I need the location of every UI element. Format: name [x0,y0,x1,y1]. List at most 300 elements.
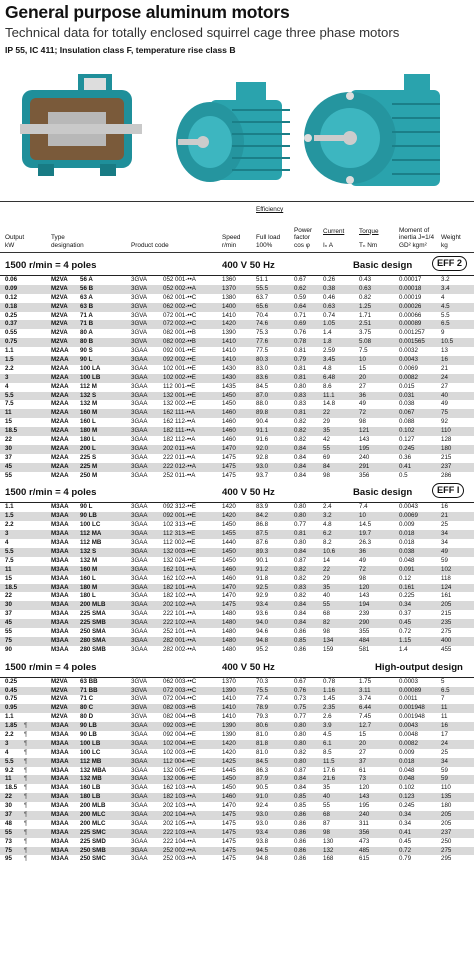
table-cell: 80 A [80,329,93,337]
table-cell: 7.5 [5,556,14,564]
table-cell: 84.5 [256,757,269,765]
table-cell: 92.9 [256,592,269,600]
table-cell: 182 101-••A [163,583,196,591]
table-cell: 160 M [80,565,98,573]
table-cell: 082 001-••B [163,329,196,337]
table-cell: 10.6 [323,547,336,555]
table-cell: 1410 [222,311,236,319]
table-cell: 16 [441,503,448,511]
table-cell: 082 004-••B [163,713,196,721]
table-cell: 0.38 [323,284,336,292]
table-cell: 6.2 [323,530,332,538]
table-cell: M2VA [51,293,68,301]
table-cell: 92.4 [256,802,269,810]
table-cell: 0.25 [5,311,18,319]
col-torque: Torque [359,227,379,235]
table-cell: 81.8 [256,739,269,747]
table-cell: 0.161 [399,583,415,591]
table-cell: 0.0043 [399,503,418,511]
table-cell: 1410 [222,695,236,703]
table-cell: ¶ [24,757,28,765]
table-cell: 3GAA [131,556,148,564]
table-cell: 59 [441,775,448,783]
table-cell: 63 A [80,293,93,301]
table-row [0,409,474,418]
table-row [0,687,474,696]
table-cell: M2AA [51,356,69,364]
col-product: Product code [131,241,169,249]
table-cell: 9.2 [5,766,14,774]
table-cell: 0.86 [294,645,307,653]
table-cell: 1480 [222,610,236,618]
table-cell: 132 006-••E [163,775,196,783]
table-cell: 8.2 [323,539,332,547]
table-cell: 10.5 [441,338,454,346]
table-cell: 92 [441,418,448,426]
table-cell: 1400 [222,302,236,310]
table-cell: 3GAA [131,784,148,792]
table-cell: 35 [323,583,330,591]
table-cell: 71 BB [80,686,98,694]
table-cell: 0.84 [294,471,307,479]
table-cell: 0.80 [294,739,307,747]
table-cell: 202 103-••A [163,802,196,810]
table-cell: M3AA [51,722,69,730]
table-cell: 1450 [222,521,236,529]
table-cell: 93.0 [256,810,269,818]
table-cell: 112 313-••E [163,530,196,538]
table-row [0,338,474,347]
table-cell: M2AA [51,436,69,444]
table-cell: 0.048 [399,556,415,564]
table-cell: 3GAA [131,547,148,555]
table-cell: 1410 [222,356,236,364]
table-cell: 0.00018 [399,284,422,292]
table-cell: 0.102 [399,427,415,435]
flange-motor-image [304,74,440,186]
section-design: Basic design [353,487,413,499]
table-row [0,740,474,749]
table-cell: 222 012-••A [163,462,196,470]
table-cell: ¶ [24,846,28,854]
table-cell: 581 [359,645,370,653]
table-cell: 290 [359,619,370,627]
table-cell: 1430 [222,373,236,381]
table-cell: 4 [441,293,445,301]
col-output: Output kW [5,234,25,249]
table-cell: 132 M [80,556,98,564]
table-cell: 93.8 [256,837,269,845]
table-cell: 3.2 [323,512,332,520]
table-cell: 3.45 [323,356,336,364]
table-cell: 1.1 [5,713,14,721]
table-cell: 222 101-••A [163,610,196,618]
table-cell: 0.245 [399,444,415,452]
table-cell: 77.5 [256,347,269,355]
table-cell: 2.51 [359,320,372,328]
table-cell: 225 M [80,462,98,470]
table-cell: 0.048 [399,775,415,783]
table-cell: 1410 [222,713,236,721]
table-cell: 0.0048 [399,730,418,738]
table-cell: 27 [359,382,366,390]
table-row [0,775,474,784]
table-cell: 222 102-••A [163,619,196,627]
table-row [0,637,474,646]
table-cell: M3AA [51,592,69,600]
table-row [0,584,474,593]
table-cell: 0.63 [323,302,336,310]
table-cell: 11.5 [323,757,335,765]
table-cell: 3GVA [131,302,148,310]
table-cell: 0.001257 [399,329,425,337]
table-cell: 102 002-••E [163,373,196,381]
table-cell: 0.87 [294,556,307,564]
table-cell: 80.3 [256,356,269,364]
table-cell: 112 MB [80,757,102,765]
table-row [0,793,474,802]
table-cell: 180 L [80,436,96,444]
table-cell: 3GVA [131,704,148,712]
table-cell: 162 102-••A [163,574,196,582]
col-speed: Speed r/min [222,234,241,249]
table-cell: 98 [323,828,330,836]
table-cell: 3GAA [131,722,148,730]
table-cell: 200 MLB [80,601,106,609]
table-cell: 1435 [222,382,236,390]
table-cell: 202 102-••A [163,601,196,609]
table-cell: 69 [323,453,330,461]
table-cell: 89.3 [256,547,269,555]
table-cell: 15 [359,730,366,738]
table-cell: 93.6 [256,610,269,618]
table-cell: ¶ [24,810,28,818]
table-cell: 1480 [222,627,236,635]
table-cell: 3GAA [131,574,148,582]
table-cell: 0.067 [399,409,415,417]
table-cell: 98 [323,471,330,479]
table-cell: 3GVA [131,686,148,694]
table-cell: 94.0 [256,619,269,627]
table-cell: 0.77 [294,521,307,529]
table-cell: 11 [5,565,12,573]
table-cell: 71 C [80,695,94,703]
table-cell: M3AA [51,810,69,818]
table-cell: 092 003-••E [163,722,196,730]
table-cell: 0.82 [294,574,307,582]
table-cell: 0.088 [399,418,415,426]
table-cell: 3GAA [131,610,148,618]
table-cell: 84 [323,462,330,470]
table-cell: 0.038 [399,547,415,555]
table-cell: 0.41 [399,462,412,470]
table-cell: 1.4 [323,329,332,337]
table-cell: 90 LB [80,730,97,738]
table-cell: 222 011-••A [163,453,196,461]
table-row [0,592,474,601]
table-cell: 132 S [80,547,97,555]
table-cell: 59 [441,556,448,564]
table-cell: 132 001-••E [163,391,196,399]
table-cell: 1410 [222,704,236,712]
table-cell: 18.5 [5,583,18,591]
table-cell: 162 111-••A [163,409,195,417]
table-cell: 0.86 [294,837,307,845]
table-cell: 80 C [80,704,94,712]
table-cell: 162 101-••A [163,565,196,573]
table-cell: 87.5 [256,530,269,538]
spec-line: IP 55, IC 411; Insulation class F, temperature rise class B [5,45,236,55]
table-cell: 0.048 [399,766,415,774]
table-row [0,704,474,713]
table-cell: 0.015 [399,382,415,390]
table-cell: 61 [359,766,366,774]
table-cell: M3AA [51,757,69,765]
table-cell: 55 [5,627,12,635]
table-cell: 12.7 [359,722,372,730]
table-cell: 18.5 [5,427,18,435]
table-cell: 222 104-••A [163,837,196,845]
table-cell: 19.7 [359,530,372,538]
table-cell: 160 M [80,409,98,417]
table-cell: M2VA [51,686,68,694]
table-row [0,303,474,312]
table-cell: 100 LB [80,373,101,381]
table-cell: 128 [441,436,452,444]
col-eff-full: Full load 100% [256,234,281,249]
table-cell: 7.5 [5,400,14,408]
table-cell: M3AA [51,610,69,618]
table-cell: 215 [441,610,452,618]
table-cell: 161 [441,592,452,600]
table-cell: 1475 [222,601,236,609]
col-type: Type designation [51,234,84,249]
table-cell: 1390 [222,730,236,738]
table-cell: 0.0011 [399,695,418,703]
table-cell: 215 [441,453,452,461]
table-cell: 34 [441,530,448,538]
table-cell: 225 SMA [80,610,106,618]
table-cell: M2AA [51,400,69,408]
table-cell: 11 [5,409,12,417]
table-cell: 63 B [80,302,94,310]
table-cell: 84.5 [256,382,269,390]
efficiency-badge: EFF 2 [432,256,467,271]
table-cell: 90 L [80,356,93,364]
table-cell: M3AA [51,539,69,547]
table-cell: 160 L [80,418,96,426]
table-row [0,512,474,521]
table-cell: 3GVA [131,293,148,301]
table-cell: 3GAA [131,453,148,461]
table-cell: 0.0003 [399,677,418,685]
table-cell: 3.11 [359,686,371,694]
table-cell: 3GAA [131,739,148,747]
table-cell: M3AA [51,730,69,738]
table-cell: 0.80 [294,382,307,390]
table-cell: M3AA [51,627,69,635]
table-cell: 87.9 [256,775,269,783]
table-cell: 22 [323,409,330,417]
table-cell: 0.79 [294,356,307,364]
table-cell: 0.73 [294,695,307,703]
table-cell: 55 [323,444,330,452]
table-cell: 3.4 [441,284,450,292]
table-cell: 93.0 [256,819,269,827]
table-cell: M3AA [51,512,69,520]
table-cell: 132 MBA [80,766,107,774]
table-cell: 49 [359,556,366,564]
table-row [0,767,474,776]
table-cell: 0.36 [399,453,412,461]
table-cell: 3GAA [131,462,148,470]
table-row [0,294,474,303]
table-cell: M2VA [51,704,68,712]
table-cell: 22 [5,793,12,801]
table-cell: 55 [5,828,12,836]
table-cell: 0.81 [294,373,307,381]
table-cell: 1450 [222,400,236,408]
table-cell: 1420 [222,748,236,756]
table-cell: 0.0082 [399,739,418,747]
table-cell: 0.46 [323,293,336,301]
table-cell: 1460 [222,574,236,582]
table-cell: 15 [359,364,366,372]
table-cell: 0.41 [399,828,412,836]
table-cell: 0.00089 [399,320,422,328]
table-cell: 225 SMB [80,619,106,627]
table-cell: 1475 [222,471,236,479]
table-cell: 0.82 [294,592,307,600]
table-cell: 3GAA [131,645,148,653]
table-cell: 134 [323,636,334,644]
table-cell: 356 [359,471,370,479]
table-cell: 90.4 [256,418,269,426]
table-cell: 3GAA [131,347,148,355]
table-cell: 205 [441,819,452,827]
table-header [0,201,474,253]
table-cell: 280 SMB [80,645,106,653]
table-cell: 0.55 [5,329,18,337]
table-cell: 180 LB [80,793,101,801]
table-cell: 4.8 [323,364,332,372]
table-cell: 112 002-••E [163,539,196,547]
table-cell: 1460 [222,409,236,417]
table-cell: 65.6 [256,302,269,310]
table-cell: 9 [441,329,445,337]
table-cell: 092 001-••E [163,512,196,520]
table-cell: 37 [5,610,12,618]
table-cell: 88.0 [256,400,269,408]
table-cell: 0.018 [399,757,415,765]
table-cell: 0.74 [323,311,336,319]
table-cell: 30 [5,601,12,609]
table-cell: 3GAA [131,436,148,444]
table-cell: 225 S [80,453,97,461]
table-cell: 3GAA [131,427,148,435]
table-cell: 15 [5,574,12,582]
table-cell: 182 111-••A [163,427,195,435]
table-cell: 1.1 [5,347,14,355]
table-cell: 0.001565 [399,338,425,346]
table-cell: 0.00066 [399,311,422,319]
table-cell: 3GAA [131,757,148,765]
efficiency-badge: EFF I [432,483,464,498]
table-cell: 0.001948 [399,704,425,712]
table-cell: 3GAA [131,364,148,372]
table-cell: 4 [5,539,9,547]
table-cell: 30 [5,444,12,452]
table-cell: 91.1 [256,427,269,435]
table-cell: 3GAA [131,592,148,600]
table-cell: 0.45 [399,837,412,845]
table-cell: 222 103-••A [163,828,196,836]
table-cell: 100 LC [80,521,101,529]
table-cell: 7.45 [359,713,372,721]
table-cell: 1460 [222,427,236,435]
table-cell: 22 [5,436,12,444]
table-cell: 40 [323,793,330,801]
table-cell: 0.75 [5,695,18,703]
table-cell: 1450 [222,547,236,555]
table-cell: 112 MB [80,539,102,547]
table-cell: 252 002-••A [163,846,196,854]
table-cell: 400 [441,636,452,644]
table-cell: 10 [359,512,366,520]
table-cell: 49 [441,547,448,555]
table-cell: 25 [441,521,448,529]
table-cell: 0.37 [5,320,18,328]
table-cell: 0.80 [294,512,307,520]
table-cell: 0.59 [294,293,307,301]
table-cell: 3GVA [131,713,148,721]
table-cell: 2.2 [5,521,14,529]
table-cell: 3GAA [131,748,148,756]
table-cell: 29 [323,574,330,582]
table-cell: 5.5 [5,547,14,555]
table-cell: 0.43 [359,276,372,283]
table-cell: 0.86 [294,855,307,863]
table-cell: 132 S [80,391,97,399]
table-cell: 3GAA [131,418,148,426]
table-cell: 235 [441,619,452,627]
table-cell: 275 [441,627,452,635]
table-cell: 93.4 [256,828,269,836]
table-cell: 21 [441,364,448,372]
table-cell: 8.6 [323,382,332,390]
table-cell: 0.86 [294,810,307,818]
table-cell: 84.2 [256,512,269,520]
table-row [0,847,474,856]
table-cell: 102 004-••E [163,739,196,747]
table-cell: 77.4 [256,695,269,703]
table-cell: 1475 [222,837,236,845]
table-row [0,392,474,401]
section-design: Basic design [353,260,413,271]
table-cell: 70.4 [256,311,269,319]
table-cell: 20 [359,739,366,747]
table-row [0,678,474,687]
table-cell: M2AA [51,427,69,435]
table-cell: 90 L [80,503,93,511]
table-cell: 072 001-••C [163,311,197,319]
table-cell: 250 SMC [80,855,106,863]
table-cell: 49 [441,400,448,408]
table-cell: 11 [5,775,12,783]
table-cell: 6.1 [323,739,332,747]
table-cell: M2VA [51,311,68,319]
table-row [0,758,474,767]
